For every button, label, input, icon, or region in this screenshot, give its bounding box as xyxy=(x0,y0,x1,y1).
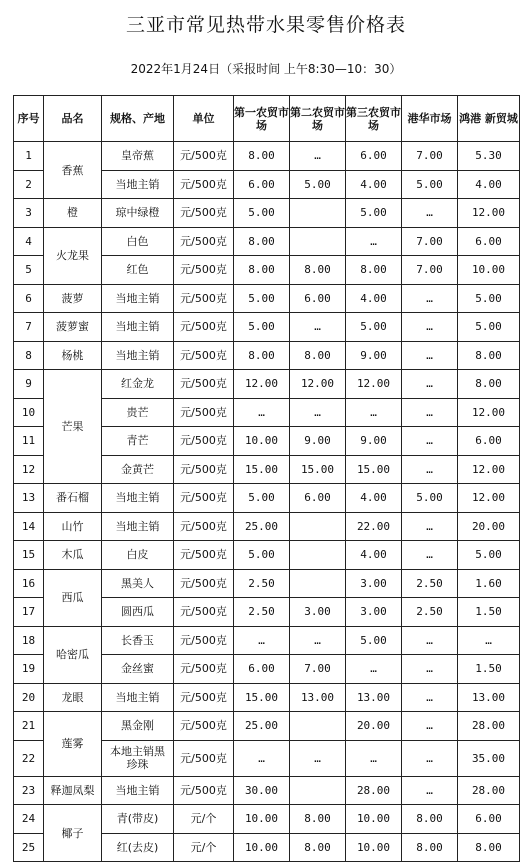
fruit-spec: 琼中绿橙 xyxy=(102,199,174,228)
price-unit: 元/500克 xyxy=(174,712,234,741)
header-unit: 单位 xyxy=(174,96,234,142)
fruit-name: 莲雾 xyxy=(44,712,102,777)
market-5-price: 35.00 xyxy=(458,740,520,776)
row-seq: 19 xyxy=(14,655,44,684)
market-2-price: … xyxy=(290,313,346,342)
price-table xyxy=(13,95,520,862)
header-row xyxy=(14,96,520,142)
table-row xyxy=(14,569,520,598)
market-3-price: 4.00 xyxy=(346,541,402,570)
market-2-price: 8.00 xyxy=(290,833,346,862)
market-3-price: … xyxy=(346,655,402,684)
market-5-price: 13.00 xyxy=(458,683,520,712)
row-seq: 22 xyxy=(14,740,44,776)
row-seq: 6 xyxy=(14,284,44,313)
fruit-spec: 长香玉 xyxy=(102,626,174,655)
market-2-price xyxy=(290,512,346,541)
price-unit: 元/500克 xyxy=(174,512,234,541)
market-2-price: 8.00 xyxy=(290,341,346,370)
market-4-price: 2.50 xyxy=(402,569,458,598)
market-5-price: 4.00 xyxy=(458,170,520,199)
market-2-price: … xyxy=(290,626,346,655)
price-unit: 元/500克 xyxy=(174,142,234,171)
market-5-price: 20.00 xyxy=(458,512,520,541)
market-4-price: … xyxy=(402,683,458,712)
market-3-price: 3.00 xyxy=(346,598,402,627)
market-5-price: 8.00 xyxy=(458,833,520,862)
header-market-3: 第三农贸市场 xyxy=(346,96,402,142)
market-1-price: 5.00 xyxy=(234,484,290,513)
market-2-price: 7.00 xyxy=(290,655,346,684)
fruit-name: 菠萝 xyxy=(44,284,102,313)
row-seq: 23 xyxy=(14,776,44,805)
fruit-spec: 当地主销 xyxy=(102,170,174,199)
market-4-price: … xyxy=(402,712,458,741)
market-3-price: 4.00 xyxy=(346,284,402,313)
fruit-spec: 本地主销黑珍珠 xyxy=(102,740,174,776)
price-unit: 元/500克 xyxy=(174,341,234,370)
header-market-4: 港华市场 xyxy=(402,96,458,142)
market-1-price: 5.00 xyxy=(234,199,290,228)
market-1-price: 8.00 xyxy=(234,142,290,171)
market-3-price: 4.00 xyxy=(346,170,402,199)
market-4-price: … xyxy=(402,776,458,805)
market-5-price: 10.00 xyxy=(458,256,520,285)
market-1-price: … xyxy=(234,398,290,427)
market-2-price: 8.00 xyxy=(290,256,346,285)
market-1-price: 15.00 xyxy=(234,683,290,712)
row-seq: 12 xyxy=(14,455,44,484)
market-3-price: 5.00 xyxy=(346,626,402,655)
fruit-name: 哈密瓜 xyxy=(44,626,102,683)
fruit-spec: 当地主销 xyxy=(102,512,174,541)
market-4-price: 7.00 xyxy=(402,142,458,171)
table-row xyxy=(14,712,520,741)
row-seq: 20 xyxy=(14,683,44,712)
market-5-price: 1.50 xyxy=(458,655,520,684)
price-unit: 元/500克 xyxy=(174,455,234,484)
fruit-name: 木瓜 xyxy=(44,541,102,570)
market-2-price xyxy=(290,776,346,805)
price-unit: 元/500克 xyxy=(174,398,234,427)
market-1-price: 2.50 xyxy=(234,598,290,627)
fruit-name: 山竹 xyxy=(44,512,102,541)
market-1-price: … xyxy=(234,626,290,655)
page-title: 三亚市常见热带水果零售价格表 xyxy=(125,14,406,36)
fruit-spec: 当地主销 xyxy=(102,776,174,805)
price-unit: 元/500克 xyxy=(174,541,234,570)
market-5-price: 5.00 xyxy=(458,284,520,313)
price-unit: 元/500克 xyxy=(174,227,234,256)
market-3-price: 22.00 xyxy=(346,512,402,541)
fruit-spec: 当地主销 xyxy=(102,341,174,370)
header-name: 品名 xyxy=(44,96,102,142)
market-4-price: … xyxy=(402,370,458,399)
market-3-price: 12.00 xyxy=(346,370,402,399)
market-2-price xyxy=(290,569,346,598)
market-5-price: 5.30 xyxy=(458,142,520,171)
market-3-price: … xyxy=(346,398,402,427)
row-seq: 8 xyxy=(14,341,44,370)
table-row xyxy=(14,284,520,313)
price-unit: 元/500克 xyxy=(174,776,234,805)
market-3-price: 20.00 xyxy=(346,712,402,741)
fruit-spec: 红色 xyxy=(102,256,174,285)
fruit-name: 番石榴 xyxy=(44,484,102,513)
market-5-price: 6.00 xyxy=(458,805,520,834)
price-unit: 元/500克 xyxy=(174,484,234,513)
fruit-spec: 黑美人 xyxy=(102,569,174,598)
price-unit: 元/500克 xyxy=(174,284,234,313)
market-4-price: … xyxy=(402,199,458,228)
row-seq: 17 xyxy=(14,598,44,627)
market-3-price: 10.00 xyxy=(346,833,402,862)
market-2-price: 8.00 xyxy=(290,805,346,834)
fruit-name: 橙 xyxy=(44,199,102,228)
row-seq: 1 xyxy=(14,142,44,171)
market-5-price: 28.00 xyxy=(458,712,520,741)
market-1-price: 15.00 xyxy=(234,455,290,484)
table-row xyxy=(14,199,520,228)
fruit-name: 菠萝蜜 xyxy=(44,313,102,342)
market-1-price: 6.00 xyxy=(234,655,290,684)
market-3-price: … xyxy=(346,740,402,776)
market-3-price: 13.00 xyxy=(346,683,402,712)
market-2-price: 5.00 xyxy=(290,170,346,199)
row-seq: 21 xyxy=(14,712,44,741)
market-3-price: 8.00 xyxy=(346,256,402,285)
price-unit: 元/500克 xyxy=(174,598,234,627)
row-seq: 4 xyxy=(14,227,44,256)
fruit-spec: 金丝蜜 xyxy=(102,655,174,684)
row-seq: 7 xyxy=(14,313,44,342)
fruit-spec: 当地主销 xyxy=(102,484,174,513)
market-3-price: 15.00 xyxy=(346,455,402,484)
market-5-price: 6.00 xyxy=(458,427,520,456)
market-3-price: 3.00 xyxy=(346,569,402,598)
market-4-price: 2.50 xyxy=(402,598,458,627)
market-1-price: 6.00 xyxy=(234,170,290,199)
price-unit: 元/500克 xyxy=(174,256,234,285)
row-seq: 11 xyxy=(14,427,44,456)
market-2-price xyxy=(290,199,346,228)
fruit-name: 椰子 xyxy=(44,805,102,862)
row-seq: 25 xyxy=(14,833,44,862)
market-4-price: 5.00 xyxy=(402,170,458,199)
price-unit: 元/500克 xyxy=(174,569,234,598)
market-5-price: … xyxy=(458,626,520,655)
market-4-price: … xyxy=(402,626,458,655)
header-market-2: 第二农贸市场 xyxy=(290,96,346,142)
table-row xyxy=(14,541,520,570)
price-unit: 元/500克 xyxy=(174,740,234,776)
table-row xyxy=(14,341,520,370)
market-3-price: 5.00 xyxy=(346,199,402,228)
market-3-price: 5.00 xyxy=(346,313,402,342)
row-seq: 2 xyxy=(14,170,44,199)
fruit-spec: 当地主销 xyxy=(102,683,174,712)
fruit-name: 火龙果 xyxy=(44,227,102,284)
row-seq: 13 xyxy=(14,484,44,513)
market-2-price: 3.00 xyxy=(290,598,346,627)
market-1-price: 5.00 xyxy=(234,313,290,342)
market-4-price: … xyxy=(402,740,458,776)
market-2-price: 9.00 xyxy=(290,427,346,456)
market-2-price xyxy=(290,227,346,256)
market-5-price: 12.00 xyxy=(458,199,520,228)
market-1-price: 8.00 xyxy=(234,227,290,256)
market-1-price: 10.00 xyxy=(234,805,290,834)
market-2-price: 6.00 xyxy=(290,484,346,513)
market-1-price: 2.50 xyxy=(234,569,290,598)
market-3-price: 10.00 xyxy=(346,805,402,834)
fruit-name: 芒果 xyxy=(44,370,102,484)
market-1-price: 10.00 xyxy=(234,427,290,456)
market-4-price: … xyxy=(402,512,458,541)
fruit-spec: 白色 xyxy=(102,227,174,256)
price-unit: 元/500克 xyxy=(174,655,234,684)
market-3-price: 6.00 xyxy=(346,142,402,171)
market-5-price: 12.00 xyxy=(458,398,520,427)
price-unit: 元/500克 xyxy=(174,683,234,712)
market-2-price: 6.00 xyxy=(290,284,346,313)
price-unit: 元/500克 xyxy=(174,427,234,456)
fruit-spec: 当地主销 xyxy=(102,284,174,313)
fruit-spec: 红(去皮) xyxy=(102,833,174,862)
market-1-price: 8.00 xyxy=(234,256,290,285)
report-time: 2022年1月24日（采报时间 上午8:30—10：30） xyxy=(130,62,402,76)
row-seq: 15 xyxy=(14,541,44,570)
market-3-price: 9.00 xyxy=(346,341,402,370)
market-2-price xyxy=(290,712,346,741)
market-4-price: 7.00 xyxy=(402,227,458,256)
table-row xyxy=(14,805,520,834)
price-unit: 元/500克 xyxy=(174,313,234,342)
market-2-price: 12.00 xyxy=(290,370,346,399)
market-5-price: 28.00 xyxy=(458,776,520,805)
market-5-price: 5.00 xyxy=(458,313,520,342)
fruit-name: 龙眼 xyxy=(44,683,102,712)
price-unit: 元/500克 xyxy=(174,170,234,199)
market-1-price: 12.00 xyxy=(234,370,290,399)
fruit-spec: 皇帝蕉 xyxy=(102,142,174,171)
fruit-spec: 红金龙 xyxy=(102,370,174,399)
market-4-price: … xyxy=(402,655,458,684)
fruit-name: 释迦凤梨 xyxy=(44,776,102,805)
market-4-price: … xyxy=(402,313,458,342)
market-4-price: 8.00 xyxy=(402,805,458,834)
row-seq: 18 xyxy=(14,626,44,655)
market-5-price: 12.00 xyxy=(458,484,520,513)
market-2-price: 15.00 xyxy=(290,455,346,484)
market-4-price: … xyxy=(402,455,458,484)
row-seq: 9 xyxy=(14,370,44,399)
fruit-spec: 金黄芒 xyxy=(102,455,174,484)
market-1-price: 25.00 xyxy=(234,512,290,541)
market-2-price: … xyxy=(290,740,346,776)
table-row xyxy=(14,370,520,399)
fruit-spec: 黑金刚 xyxy=(102,712,174,741)
table-row xyxy=(14,142,520,171)
market-2-price: … xyxy=(290,398,346,427)
market-1-price: 25.00 xyxy=(234,712,290,741)
market-3-price: 9.00 xyxy=(346,427,402,456)
header-seq: 序号 xyxy=(14,96,44,142)
market-3-price: … xyxy=(346,227,402,256)
market-2-price: … xyxy=(290,142,346,171)
header-market-1: 第一农贸市场 xyxy=(234,96,290,142)
market-5-price: 6.00 xyxy=(458,227,520,256)
fruit-name: 香蕉 xyxy=(44,142,102,199)
market-5-price: 8.00 xyxy=(458,341,520,370)
market-2-price xyxy=(290,541,346,570)
market-4-price: 8.00 xyxy=(402,833,458,862)
market-4-price: … xyxy=(402,284,458,313)
table-row xyxy=(14,626,520,655)
row-seq: 14 xyxy=(14,512,44,541)
table-row xyxy=(14,227,520,256)
row-seq: 24 xyxy=(14,805,44,834)
table-row xyxy=(14,776,520,805)
market-4-price: 5.00 xyxy=(402,484,458,513)
market-5-price: 1.50 xyxy=(458,598,520,627)
row-seq: 10 xyxy=(14,398,44,427)
row-seq: 5 xyxy=(14,256,44,285)
row-seq: 16 xyxy=(14,569,44,598)
market-3-price: 28.00 xyxy=(346,776,402,805)
header-market-5: 鸿港 新贸城 xyxy=(458,96,520,142)
price-unit: 元/个 xyxy=(174,805,234,834)
market-1-price: … xyxy=(234,740,290,776)
table-row xyxy=(14,512,520,541)
fruit-spec: 当地主销 xyxy=(102,313,174,342)
price-unit: 元/500克 xyxy=(174,370,234,399)
table-row xyxy=(14,484,520,513)
price-unit: 元/500克 xyxy=(174,626,234,655)
fruit-name: 西瓜 xyxy=(44,569,102,626)
table-row xyxy=(14,683,520,712)
market-4-price: 7.00 xyxy=(402,256,458,285)
market-2-price: 13.00 xyxy=(290,683,346,712)
market-1-price: 8.00 xyxy=(234,341,290,370)
fruit-spec: 青(带皮) xyxy=(102,805,174,834)
market-4-price: … xyxy=(402,398,458,427)
table-body xyxy=(14,142,520,862)
row-seq: 3 xyxy=(14,199,44,228)
fruit-spec: 青芒 xyxy=(102,427,174,456)
fruit-name: 杨桃 xyxy=(44,341,102,370)
market-5-price: 8.00 xyxy=(458,370,520,399)
price-unit: 元/个 xyxy=(174,833,234,862)
market-4-price: … xyxy=(402,427,458,456)
table-row xyxy=(14,313,520,342)
market-1-price: 30.00 xyxy=(234,776,290,805)
market-4-price: … xyxy=(402,541,458,570)
market-3-price: 4.00 xyxy=(346,484,402,513)
market-5-price: 5.00 xyxy=(458,541,520,570)
market-5-price: 12.00 xyxy=(458,455,520,484)
price-unit: 元/500克 xyxy=(174,199,234,228)
market-1-price: 5.00 xyxy=(234,541,290,570)
fruit-spec: 贵芒 xyxy=(102,398,174,427)
market-1-price: 10.00 xyxy=(234,833,290,862)
fruit-spec: 圆西瓜 xyxy=(102,598,174,627)
market-5-price: 1.60 xyxy=(458,569,520,598)
fruit-spec: 白皮 xyxy=(102,541,174,570)
header-spec: 规格、产地 xyxy=(102,96,174,142)
market-1-price: 5.00 xyxy=(234,284,290,313)
market-4-price: … xyxy=(402,341,458,370)
